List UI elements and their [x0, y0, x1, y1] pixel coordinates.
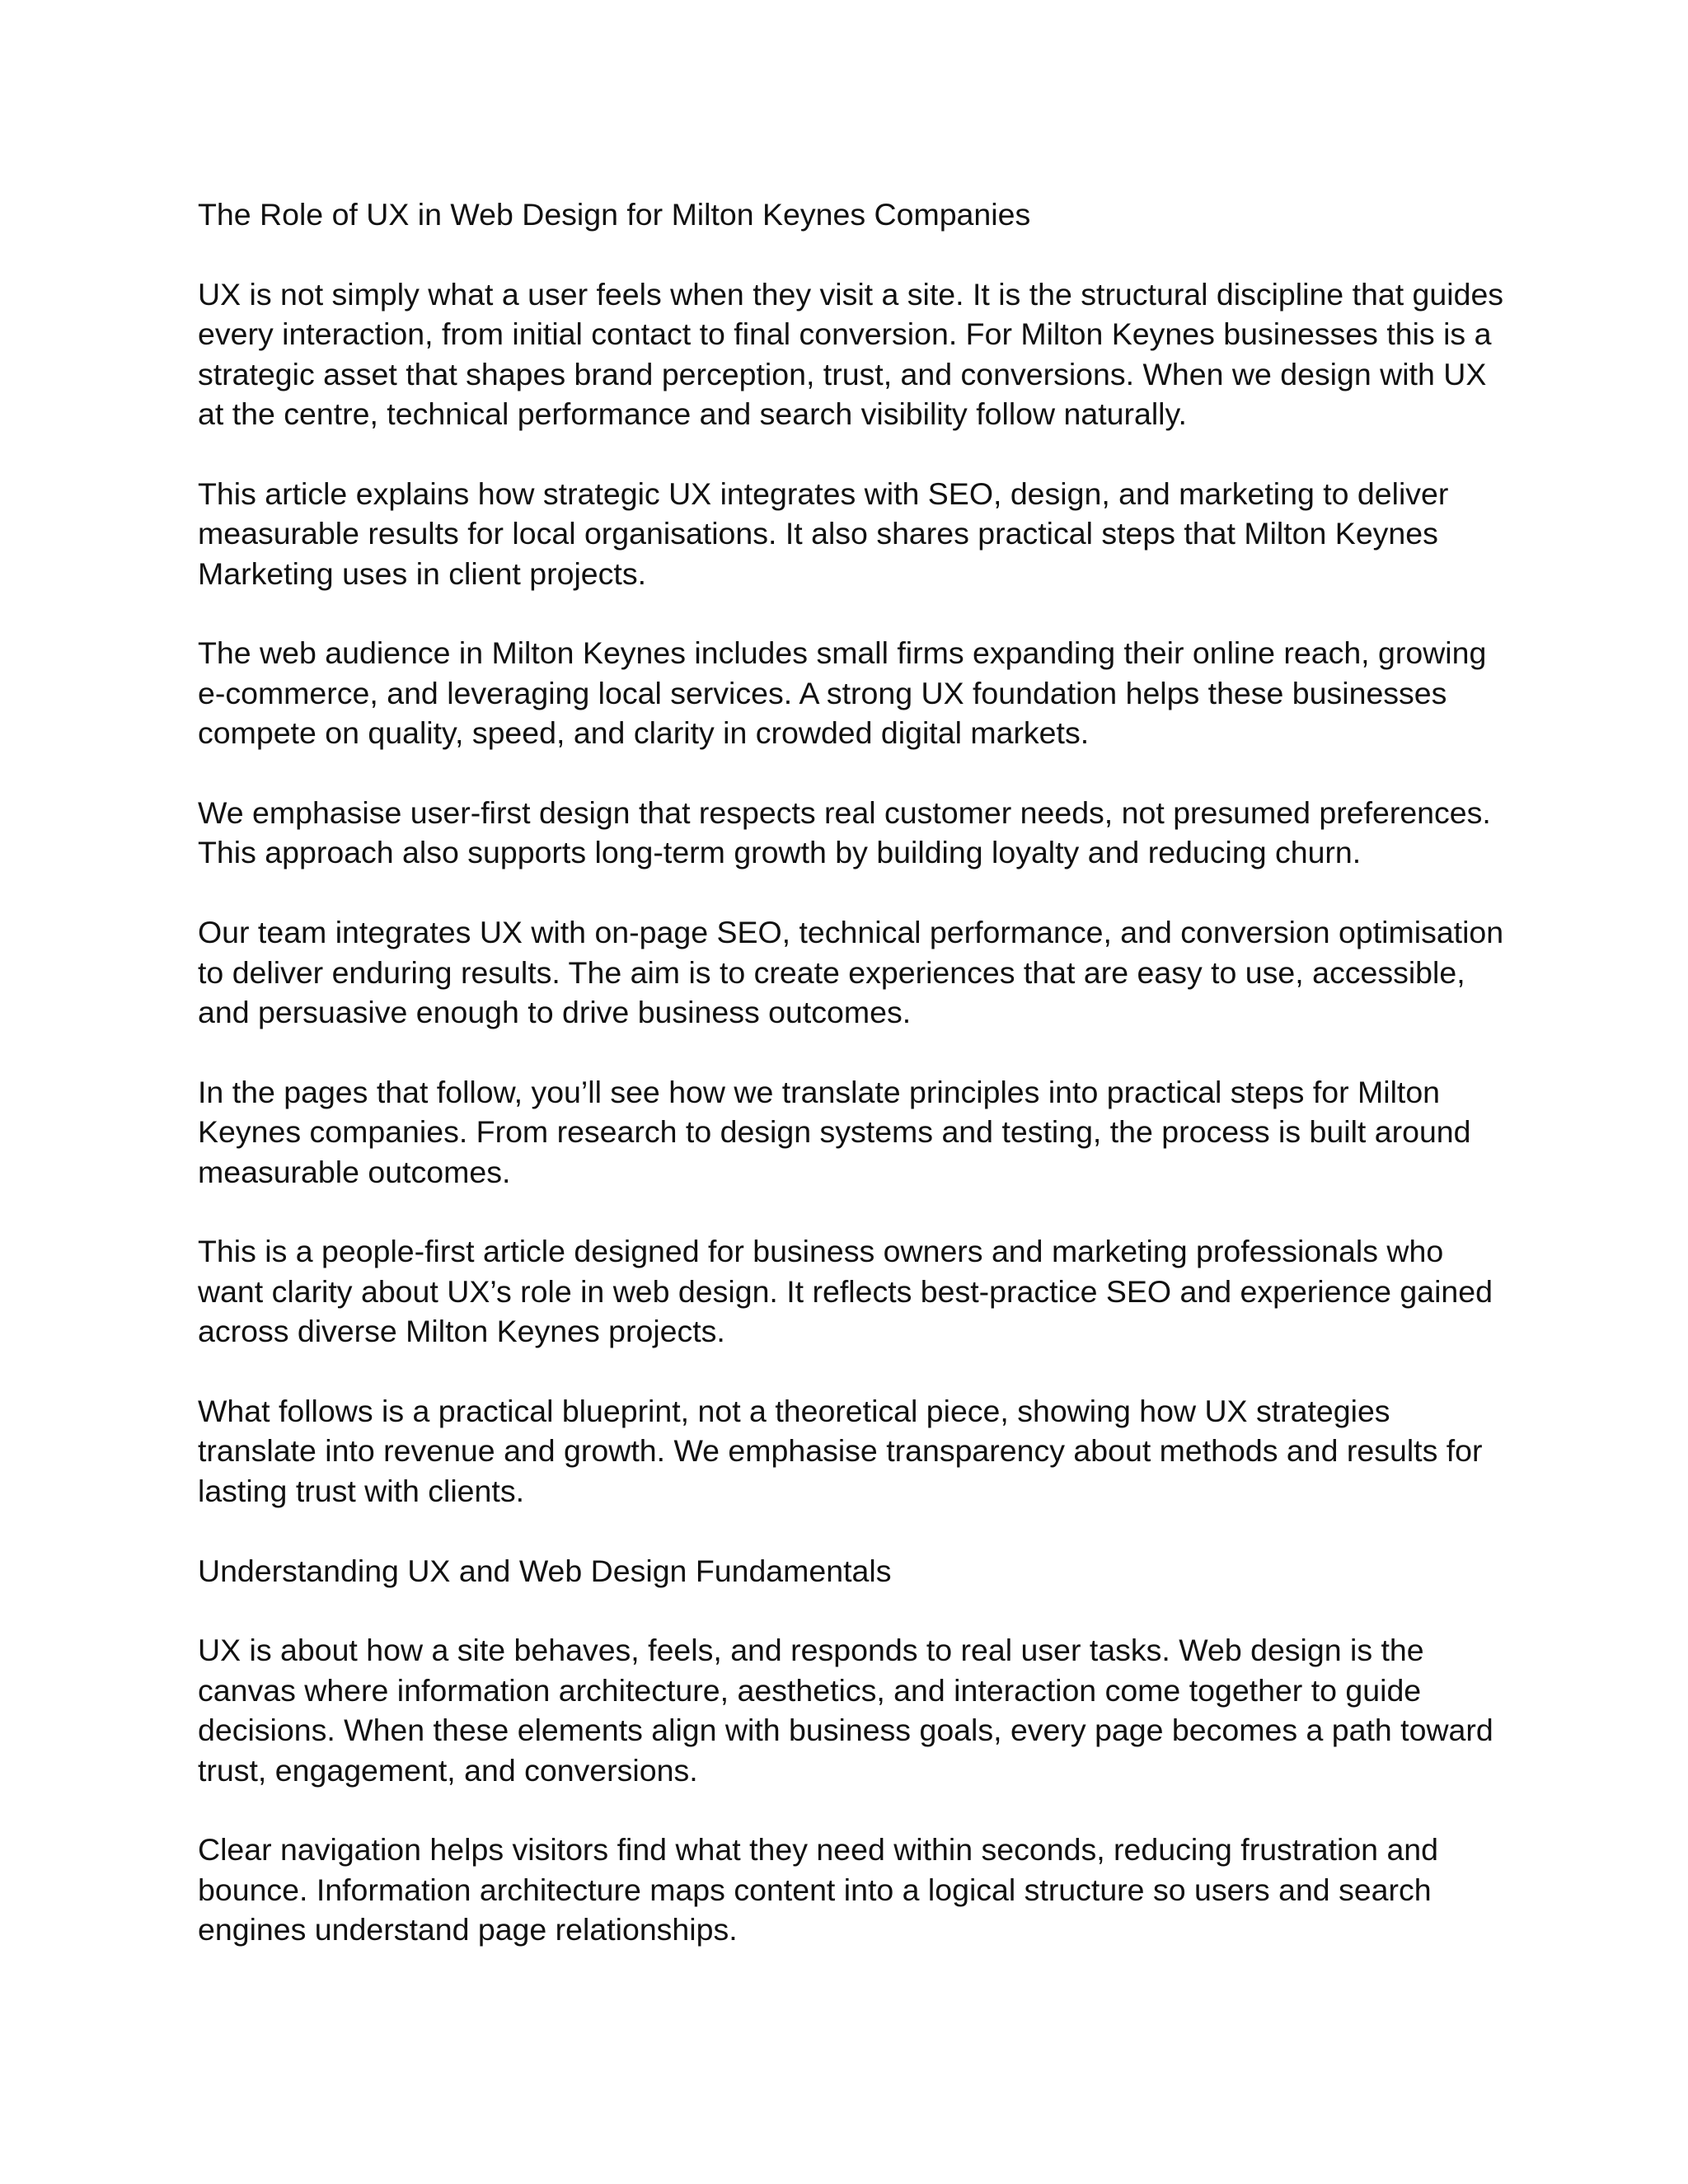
paragraph: In the pages that follow, you’ll see how we translate principles into practical steps for Milton Keynes companies. From research to design systems and testing, the process is built around measurable outcomes.: [198, 1074, 1471, 1189]
paragraph: This article explains how strategic UX integrates with SEO, design, and marketing to deliver measurable results for local organisations. It also shares practical steps that Milton Keynes Marketing uses in client projects.: [198, 476, 1449, 591]
paragraph: The web audience in Milton Keynes includes small firms expanding their online reach, growing e-commerce, and leveraging local services. A strong UX foundation helps these businesses compete on quality, speed, and clarity in crowded digital markets.: [198, 635, 1487, 751]
paragraph: We emphasise user-first design that respects real customer needs, not presumed preferences. This approach also supports long-term growth by building loyalty and reducing churn.: [198, 795, 1491, 870]
section-heading: Understanding UX and Web Design Fundamentals: [198, 1553, 892, 1588]
paragraph: Clear navigation helps visitors find what they need within seconds, reducing frustration and bounce. Information architecture maps content into a logical structure so users and search engines understand page relationships.: [198, 1832, 1439, 1947]
paragraph: UX is not simply what a user feels when they visit a site. It is the structural discipline that guides every interaction, from initial contact to final conversion. For Milton Keynes businesses this is a strategic asset that shapes brand perception, trust, and conversions. When we design with UX at the centre, technical performance and search visibility follow naturally.: [198, 276, 1504, 432]
paragraph: What follows is a practical blueprint, not a theoretical piece, showing how UX strategies translate into revenue and growth. We emphasise transparency about methods and results for lasting trust with clients.: [198, 1394, 1483, 1508]
document-body: [198, 194, 1517, 1990]
paragraph: Our team integrates UX with on-page SEO, technical performance, and conversion optimisation to deliver enduring results. The aim is to create experiences that are easy to use, accessible, and persuasive enough to drive business outcomes.: [198, 915, 1504, 1030]
paragraph: This is a people-first article designed for business owners and marketing professionals who want clarity about UX’s role in web design. It reflects best-practice SEO and experience gained across diverse Milton Keynes projects.: [198, 1234, 1493, 1349]
paragraph: UX is about how a site behaves, feels, and responds to real user tasks. Web design is the canvas where information architecture, aesthetics, and interaction come together to guide decisions. When these elements align with business goals, every page becomes a path toward trust, engagement, and conversions.: [198, 1633, 1493, 1788]
document-title: The Role of UX in Web Design for Milton Keynes Companies: [198, 197, 1031, 232]
